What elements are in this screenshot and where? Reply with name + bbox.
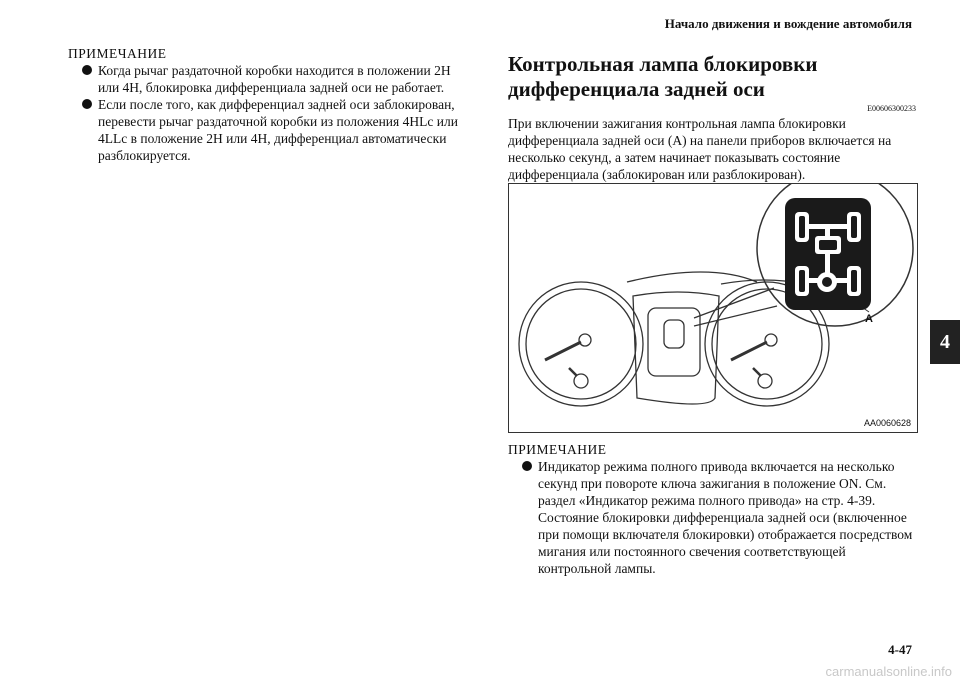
- note-item: [82, 62, 468, 96]
- section-title: Контрольная лампа блокировки дифференциала задней оси: [508, 52, 818, 101]
- page-number: 4-47: [888, 642, 912, 657]
- note-item: [522, 458, 918, 577]
- page-header-title: Начало движения и вождение автомобиля: [664, 16, 912, 31]
- callout-label: A: [865, 313, 873, 325]
- note-list: [522, 458, 918, 577]
- bullet-icon: [82, 99, 92, 109]
- note-text: Если после того, как дифференциал задней оси заблокирован, перевести рычаг раздаточной коробки из положения 4HLc или 4LLc в положение 2H или 4H, дифференциал автоматически разблокируется.: [98, 97, 458, 163]
- section-paragraph: При включении зажигания контрольная лампа блокировки дифференциала задней оси (A) на панели приборов включается на несколько секунд, а затем начинает показывать состояние дифференциала (заблокирован или разблокирован).: [508, 116, 892, 182]
- rear-diff-lock-icon: [785, 198, 871, 310]
- instrument-panel-illustration: [509, 184, 917, 432]
- cluster-hood: [627, 272, 757, 282]
- center-display: [648, 308, 700, 376]
- bullet-icon: [82, 65, 92, 75]
- note-item: [82, 96, 468, 164]
- note-text: Индикатор режима полного привода включается на несколько секунд при повороте ключа зажигания в положение ON. См. раздел «Индикатор режима полного привода» на стр. 4-39. Состояние блокировки дифференциала задней оси (включенное при помощи включателя блокировки) отображается посредством мигания или постоянного свечения соответствующей контрольной лампы.: [538, 459, 913, 576]
- watermark: carmanualsonline.info: [825, 664, 952, 679]
- note-text: Когда рычаг раздаточной коробки находится в положении 2H или 4H, блокировка дифференциала задней оси не работает.: [98, 63, 451, 95]
- left-note: [68, 46, 468, 164]
- bullet-icon: [522, 461, 532, 471]
- section: [508, 52, 918, 183]
- instrument-panel-figure: [508, 183, 918, 433]
- right-note: [508, 442, 918, 577]
- note-label: ПРИМЕЧАНИЕ: [508, 442, 607, 457]
- note-label: ПРИМЕЧАНИЕ: [68, 46, 167, 61]
- chapter-tab: 4: [930, 320, 960, 364]
- figure-code: AA0060628: [863, 418, 911, 428]
- section-code: E00606300233: [867, 104, 916, 113]
- note-list: [82, 62, 468, 164]
